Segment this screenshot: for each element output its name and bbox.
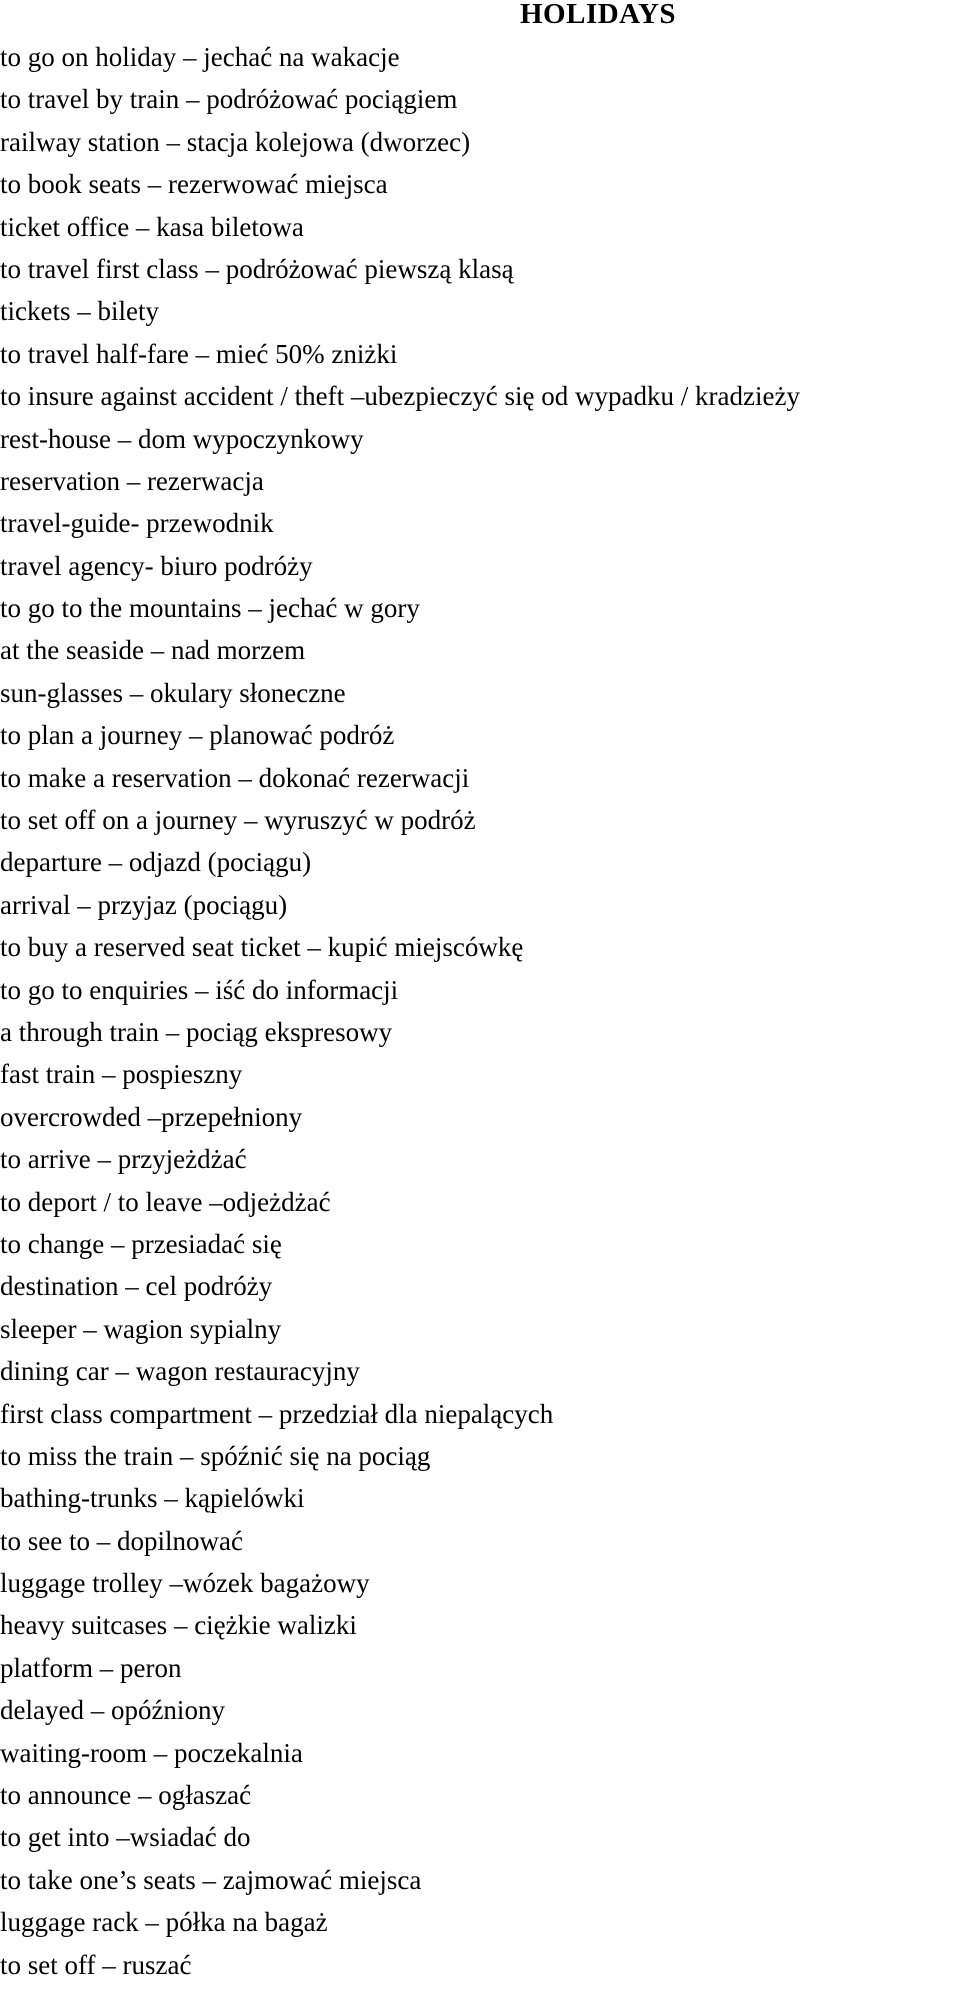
list-item: to buy a reserved seat ticket – kupić miejscówkę <box>0 932 524 963</box>
list-item: to see to – dopilnować <box>0 1525 243 1556</box>
list-item: waiting-room – poczekalnia <box>0 1737 303 1768</box>
list-item: to change – przesiadać się <box>0 1228 282 1259</box>
list-item: to set off on a journey – wyruszyć w podróż <box>0 805 476 836</box>
list-item: to insure against accident / theft –ubezpieczyć się od wypadku / kradzieży <box>0 381 800 412</box>
list-item: arrival – przyjaz (pociągu) <box>0 889 288 920</box>
list-item: to go on holiday – jechać na wakacje <box>0 42 400 72</box>
list-item: departure – odjazd (pociągu) <box>0 847 312 878</box>
vocabulary-list <box>0 40 960 1990</box>
list-item: to announce – ogłaszać <box>0 1780 252 1811</box>
list-item: reservation – rezerwacja <box>0 465 264 496</box>
list-item: to make a reservation – dokonać rezerwacji <box>0 762 470 793</box>
list-item: to get into –wsiadać do <box>0 1822 251 1853</box>
list-item: platform – peron <box>0 1652 182 1683</box>
list-item: rest-house – dom wypoczynkowy <box>0 423 364 454</box>
list-item: sun-glasses – okulary słoneczne <box>0 677 346 708</box>
list-item: to go to enquiries – iść do informacji <box>0 974 399 1005</box>
list-item: travel agency- biuro podróży <box>0 550 313 581</box>
list-item: to plan a journey – planować podróż <box>0 720 395 751</box>
list-item: to miss the train – spóźnić się na pociąg <box>0 1440 431 1471</box>
list-item: to travel by train – podróżować pociągiem <box>0 84 458 115</box>
list-item: to arrive – przyjeżdżać <box>0 1144 247 1175</box>
list-item: first class compartment – przedział dla niepalących <box>0 1398 554 1429</box>
list-item: railway station – stacja kolejowa (dworzec) <box>0 126 471 157</box>
list-item: heavy suitcases – ciężkie walizki <box>0 1610 357 1641</box>
list-item: luggage trolley –wózek bagażowy <box>0 1568 370 1599</box>
list-item: to deport / to leave –odjeżdżać <box>0 1186 331 1217</box>
list-item: fast train – pospieszny <box>0 1059 243 1090</box>
list-item: to travel first class – podróżować piewszą klasą <box>0 253 514 284</box>
list-item: ticket office – kasa biletowa <box>0 211 304 242</box>
list-item: to go to the mountains – jechać w gory <box>0 593 420 624</box>
list-item: delayed – opóźniony <box>0 1695 225 1726</box>
list-item: sleeper – wagion sypialny <box>0 1313 282 1344</box>
list-item: to book seats – rezerwować miejsca <box>0 169 388 200</box>
list-item: to set off – ruszać <box>0 1949 192 1980</box>
list-item: overcrowded –przepełniony <box>0 1101 303 1132</box>
list-item: travel-guide- przewodnik <box>0 508 274 539</box>
list-item: tickets – bilety <box>0 296 159 327</box>
list-item: destination – cel podróży <box>0 1271 273 1302</box>
list-item: dining car – wagon restauracyjny <box>0 1356 360 1387</box>
page-title: HOLIDAYS <box>520 0 677 30</box>
list-item: luggage rack – półka na bagaż <box>0 1907 328 1938</box>
list-item: to take one’s seats – zajmować miejsca <box>0 1864 422 1895</box>
list-item: at the seaside – nad morzem <box>0 635 306 666</box>
list-item: a through train – pociąg ekspresowy <box>0 1016 393 1047</box>
list-item: bathing-trunks – kąpielówki <box>0 1483 305 1514</box>
list-item: to travel half-fare – mieć 50% zniżki <box>0 338 398 369</box>
